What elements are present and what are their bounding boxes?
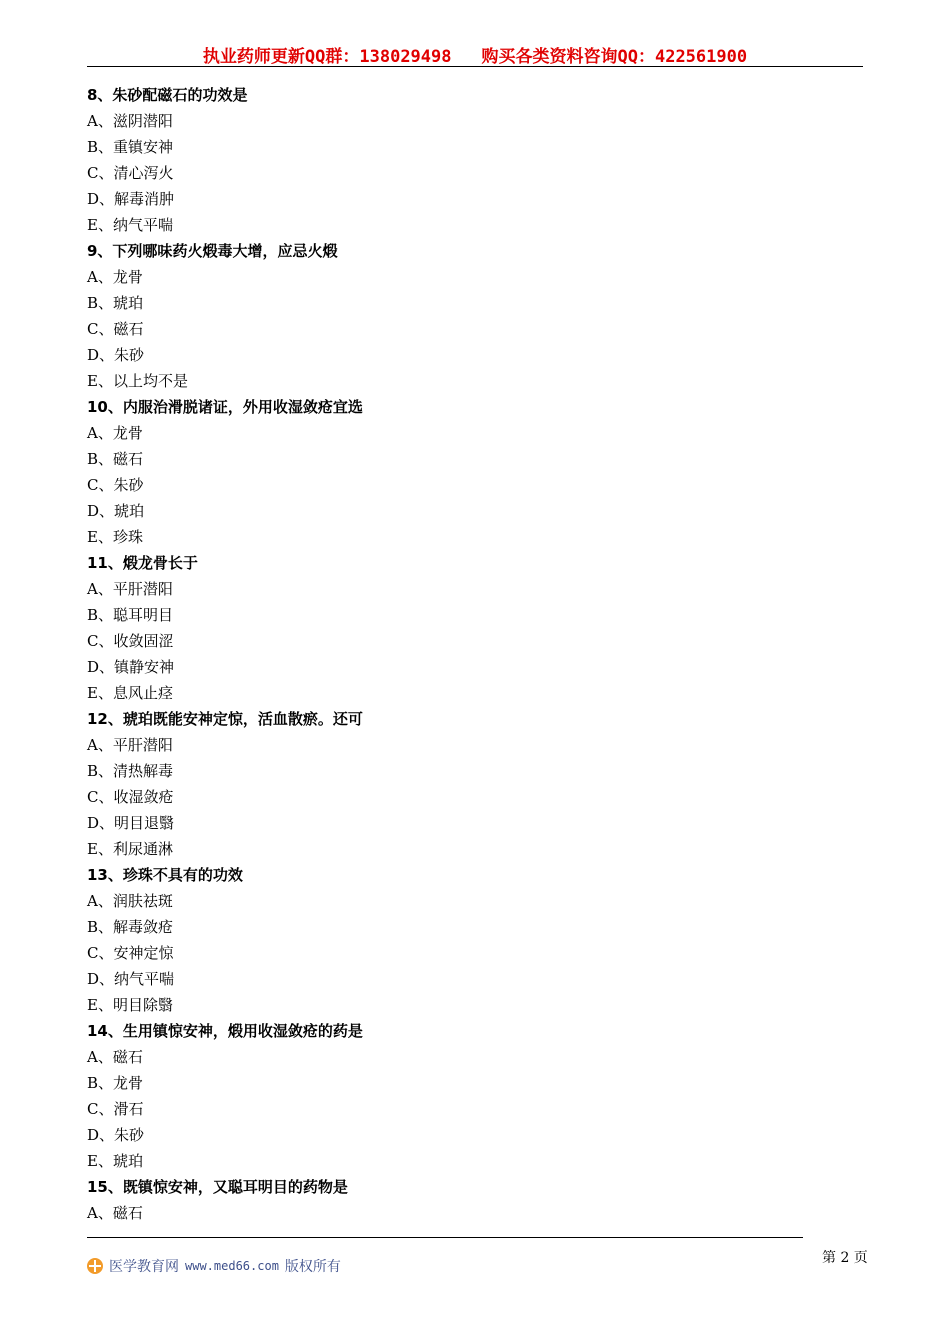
question-title: 11、煅龙骨长于 <box>87 554 198 572</box>
header-qq-group: 执业药师更新QQ群：138029498 <box>202 47 452 67</box>
option-b: B、重镇安神 <box>87 138 174 156</box>
option-e: E、利尿通淋 <box>87 840 173 858</box>
option-d: D、朱砂 <box>87 1126 145 1144</box>
page-header <box>87 42 863 67</box>
footer-divider <box>87 1237 803 1238</box>
question-title: 10、内服治滑脱诸证，外用收湿敛疮宜选 <box>87 398 363 416</box>
option-c: C、收湿敛疮 <box>87 788 174 806</box>
option-e: E、息风止痉 <box>87 684 173 702</box>
question-title: 12、琥珀既能安神定惊，活血散瘀。还可 <box>87 710 363 728</box>
option-c: C、朱砂 <box>87 476 144 494</box>
option-d: D、解毒消肿 <box>87 190 175 208</box>
question-title: 15、既镇惊安神，又聪耳明目的药物是 <box>87 1178 348 1196</box>
option-a: A、龙骨 <box>87 424 143 442</box>
brand-url: www.med66.com <box>185 1259 279 1273</box>
option-c: C、清心泻火 <box>87 164 174 182</box>
option-d: D、镇静安神 <box>87 658 175 676</box>
option-c: C、收敛固涩 <box>87 632 174 650</box>
option-e: E、纳气平喘 <box>87 216 173 234</box>
option-e: E、以上均不是 <box>87 372 188 390</box>
option-c: C、安神定惊 <box>87 944 174 962</box>
option-a: A、磁石 <box>87 1048 143 1066</box>
question-title: 13、珍珠不具有的功效 <box>87 866 243 884</box>
option-d: D、明目退翳 <box>87 814 175 832</box>
option-e: E、珍珠 <box>87 528 143 546</box>
option-a: A、润肤祛斑 <box>87 892 173 910</box>
brand-name: 医学教育网 <box>109 1259 179 1275</box>
option-b: B、清热解毒 <box>87 762 174 780</box>
copyright-text: 版权所有 <box>284 1259 341 1275</box>
question-title: 9、下列哪味药火煅毒大增，应忌火煅 <box>87 242 338 260</box>
option-c: C、滑石 <box>87 1100 144 1118</box>
option-d: D、朱砂 <box>87 346 145 364</box>
option-b: B、解毒敛疮 <box>87 918 174 936</box>
option-d: D、纳气平喘 <box>87 970 175 988</box>
option-c: C、磁石 <box>87 320 144 338</box>
option-e: E、明目除翳 <box>87 996 173 1014</box>
option-e: E、琥珀 <box>87 1152 143 1170</box>
option-b: B、聪耳明目 <box>87 606 174 624</box>
option-a: A、龙骨 <box>87 268 143 286</box>
question-title: 14、生用镇惊安神，煅用收湿敛疮的药是 <box>87 1022 363 1040</box>
footer-brand <box>87 1256 341 1276</box>
option-b: B、磁石 <box>87 450 144 468</box>
option-b: B、龙骨 <box>87 1074 144 1092</box>
option-a: A、平肝潜阳 <box>87 580 173 598</box>
option-b: B、琥珀 <box>87 294 144 312</box>
option-a: A、滋阴潜阳 <box>87 112 173 130</box>
option-d: D、琥珀 <box>87 502 145 520</box>
option-a: A、磁石 <box>87 1204 143 1222</box>
med66-logo-icon <box>87 1258 103 1274</box>
question-title: 8、朱砂配磁石的功效是 <box>87 86 248 104</box>
header-contact-qq: 购买各类资料咨询QQ：422561900 <box>481 47 748 67</box>
question-list <box>87 82 863 1226</box>
option-a: A、平肝潜阳 <box>87 736 173 754</box>
page-number: 第 2 页 <box>822 1250 868 1266</box>
